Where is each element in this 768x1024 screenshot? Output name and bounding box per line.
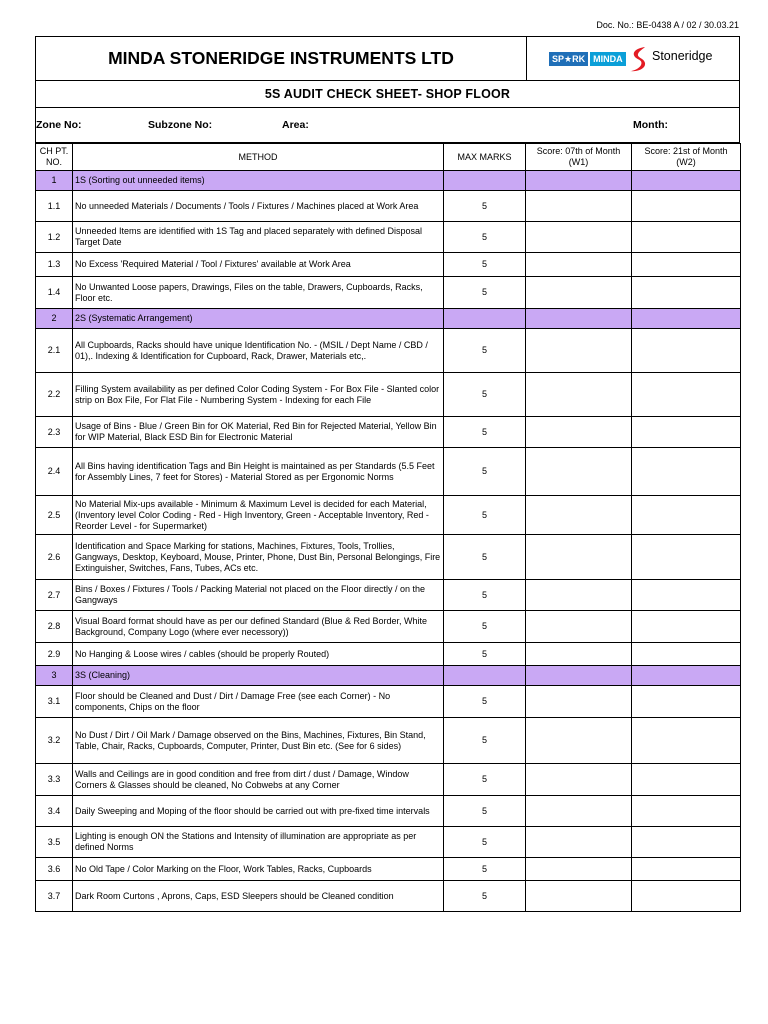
stoneridge-logo-text: Stoneridge (652, 49, 713, 63)
max-marks-cell: 5 (444, 277, 526, 309)
checklist-table (35, 143, 741, 912)
score-w1-cell[interactable] (526, 496, 632, 535)
score-w2-cell (632, 309, 741, 329)
score-w1-cell[interactable] (526, 827, 632, 858)
score-w2-cell[interactable] (632, 496, 741, 535)
score-w2-cell (632, 171, 741, 191)
score-w1-cell[interactable] (526, 611, 632, 643)
method-text: No Material Mix-ups available - Minimum & Maximum Level is decided for each Material, (Inventory level Color Coding - Red - High Inventory, Green - Acceptable Inventory, Red - Reorder Level - for Supermarket) (73, 496, 444, 535)
spark-logo-text: SP★RK (549, 52, 588, 66)
score-w2-cell[interactable] (632, 277, 741, 309)
method-text: All Cupboards, Racks should have unique Identification No. - (MSIL / Dept Name / CBD / 01),. Indexing & Identification for Cupboard, Rack, Drawer, Materials etc,. (73, 329, 444, 373)
checklist-row (36, 329, 741, 373)
score-w1-header: Score: 07th of Month (W1) (526, 144, 632, 171)
score-w1-cell[interactable] (526, 881, 632, 912)
method-text: No Hanging & Loose wires / cables (should be properly Routed) (73, 643, 444, 666)
checkpoint-number: 2.5 (36, 496, 73, 535)
max-marks-cell: 5 (444, 796, 526, 827)
score-w1-cell[interactable] (526, 718, 632, 764)
checkpoint-number: 3.7 (36, 881, 73, 912)
max-marks-cell: 5 (444, 686, 526, 718)
checklist-row (36, 796, 741, 827)
checkpoint-number: 2.3 (36, 417, 73, 448)
score-w1-cell[interactable] (526, 222, 632, 253)
checklist-row (36, 191, 741, 222)
checkpoint-number: 1.4 (36, 277, 73, 309)
score-w1-cell[interactable] (526, 417, 632, 448)
minda-logo-text: MINDA (590, 52, 626, 66)
checkpoint-number: 2.8 (36, 611, 73, 643)
checkpoint-number: 1.2 (36, 222, 73, 253)
max-marks-cell: 5 (444, 496, 526, 535)
max-marks-cell: 5 (444, 373, 526, 417)
zone-info-row (35, 108, 740, 143)
section-title: 2S (Systematic Arrangement) (73, 309, 444, 329)
score-w2-cell (632, 666, 741, 686)
section-number: 2 (36, 309, 73, 329)
max-marks-cell: 5 (444, 643, 526, 666)
checkpoint-number: 1.3 (36, 253, 73, 277)
max-marks-cell: 5 (444, 448, 526, 496)
document-number: Doc. No.: BE-0438 A / 02 / 30.03.21 (596, 20, 739, 30)
max-marks-cell: 5 (444, 191, 526, 222)
score-w2-cell[interactable] (632, 448, 741, 496)
checkpoint-number: 3.3 (36, 764, 73, 796)
method-text: No Old Tape / Color Marking on the Floor, Work Tables, Racks, Cupboards (73, 858, 444, 881)
sheet-header (35, 36, 740, 81)
method-text: Dark Room Curtons , Aprons, Caps, ESD Sleepers should be Cleaned condition (73, 881, 444, 912)
score-w1-cell[interactable] (526, 373, 632, 417)
method-text: Usage of Bins - Blue / Green Bin for OK Material, Red Bin for Rejected Material, Yellow Bin for WIP Material, Black ESD Bin for Electronic Material (73, 417, 444, 448)
max-marks-cell: 5 (444, 611, 526, 643)
method-text: Walls and Ceilings are in good condition and free from dirt / dust / Damage, Window Corners & Glasses should be cleaned, No Cobwebs at any Corner (73, 764, 444, 796)
method-text: Floor should be Cleaned and Dust / Dirt / Damage Free (see each Corner) - No components, Chips on the floor (73, 686, 444, 718)
score-w2-cell[interactable] (632, 827, 741, 858)
score-w1-cell (526, 309, 632, 329)
checklist-row (36, 580, 741, 611)
method-text: No Excess 'Required Material / Tool / Fixtures' available at Work Area (73, 253, 444, 277)
checklist-row (36, 535, 741, 580)
score-w2-cell[interactable] (632, 417, 741, 448)
max-marks-cell (444, 171, 526, 191)
checkpoint-number: 3.4 (36, 796, 73, 827)
method-text: Unneeded Items are identified with 1S Tag and placed separately with defined Disposal Target Date (73, 222, 444, 253)
checkpoint-number: 2.6 (36, 535, 73, 580)
zone-no-label: Zone No: (36, 119, 82, 131)
checkpoint-number: 1.1 (36, 191, 73, 222)
score-w1-cell[interactable] (526, 448, 632, 496)
score-w2-cell[interactable] (632, 253, 741, 277)
score-w2-header: Score: 21st of Month (W2) (632, 144, 741, 171)
checklist-row (36, 253, 741, 277)
max-marks-cell: 5 (444, 222, 526, 253)
checklist-row (36, 686, 741, 718)
method-text: No Unwanted Loose papers, Drawings, Files on the table, Drawers, Cupboards, Racks, Floor etc. (73, 277, 444, 309)
method-text: Bins / Boxes / Fixtures / Tools / Packing Material not placed on the Floor directly / on the Gangways (73, 580, 444, 611)
max-marks-cell: 5 (444, 329, 526, 373)
method-text: No unneeded Materials / Documents / Tools / Fixtures / Machines placed at Work Area (73, 191, 444, 222)
method-text: No Dust / Dirt / Oil Mark / Damage observed on the Bins, Machines, Fixtures, Bin Stand, Table, Chair, Racks, Cupboards, Computer, Printer, Dust Bin etc. (See for 6 sides) (73, 718, 444, 764)
stoneridge-swoosh-icon (628, 45, 650, 73)
score-w2-cell[interactable] (632, 611, 741, 643)
max-marks-cell: 5 (444, 535, 526, 580)
score-w2-cell[interactable] (632, 858, 741, 881)
section-row (36, 666, 741, 686)
table-header-row (36, 144, 741, 171)
checkpoint-number: 3.1 (36, 686, 73, 718)
method-text: Visual Board format should have as per our defined Standard (Blue & Red Border, White Background, Company Logo (where ever necessory)) (73, 611, 444, 643)
company-logo (527, 37, 739, 80)
score-w2-cell[interactable] (632, 881, 741, 912)
method-header: METHOD (73, 144, 444, 171)
section-number: 3 (36, 666, 73, 686)
score-w1-cell[interactable] (526, 535, 632, 580)
audit-sheet (35, 36, 740, 912)
max-marks-header: MAX MARKS (444, 144, 526, 171)
checkpoint-number: 3.6 (36, 858, 73, 881)
score-w1-cell[interactable] (526, 643, 632, 666)
max-marks-cell: 5 (444, 718, 526, 764)
score-w2-cell[interactable] (632, 222, 741, 253)
score-w2-cell[interactable] (632, 764, 741, 796)
max-marks-cell (444, 666, 526, 686)
checkpoint-number: 2.1 (36, 329, 73, 373)
section-row (36, 171, 741, 191)
max-marks-cell (444, 309, 526, 329)
checklist-row (36, 718, 741, 764)
checkpoint-number: 3.2 (36, 718, 73, 764)
max-marks-cell: 5 (444, 417, 526, 448)
checklist-row (36, 881, 741, 912)
method-text: Identification and Space Marking for stations, Machines, Fixtures, Tools, Trollies, Gangways, Desktop, Keyboard, Mouse, Printer, Phone, Dust Bin, Personal Belongings, Fire Extinguisher, Switches, Fans, Tubes, ACs etc. (73, 535, 444, 580)
spark-minda-logo (549, 52, 626, 66)
checkpoint-number: 2.9 (36, 643, 73, 666)
checklist-row (36, 643, 741, 666)
max-marks-cell: 5 (444, 858, 526, 881)
max-marks-cell: 5 (444, 580, 526, 611)
method-text: Daily Sweeping and Moping of the floor should be carried out with pre-fixed time intervals (73, 796, 444, 827)
score-w1-cell[interactable] (526, 277, 632, 309)
area-label: Area: (282, 119, 309, 131)
max-marks-cell: 5 (444, 253, 526, 277)
checkpoint-number: 2.7 (36, 580, 73, 611)
method-text: Lighting is enough ON the Stations and Intensity of illumination are appropriate as per defined Norms (73, 827, 444, 858)
score-w2-cell[interactable] (632, 580, 741, 611)
section-title: 3S (Cleaning) (73, 666, 444, 686)
checkpoint-number: 3.5 (36, 827, 73, 858)
score-w1-cell[interactable] (526, 858, 632, 881)
score-w1-cell[interactable] (526, 686, 632, 718)
checklist-row (36, 448, 741, 496)
sheet-title: 5S AUDIT CHECK SHEET- SHOP FLOOR (35, 81, 740, 108)
method-text: Filling System availability as per defined Color Coding System - For Box File - Slanted color strip on Box File, For Flat File - Numbering System - Indexing for each File (73, 373, 444, 417)
score-w2-cell[interactable] (632, 191, 741, 222)
score-w2-cell[interactable] (632, 796, 741, 827)
score-w1-cell[interactable] (526, 796, 632, 827)
score-w2-cell[interactable] (632, 643, 741, 666)
checklist-row (36, 496, 741, 535)
subzone-no-label: Subzone No: (148, 119, 213, 131)
month-label: Month: (633, 119, 668, 131)
checklist-row (36, 222, 741, 253)
checklist-body (36, 171, 741, 912)
score-w1-cell[interactable] (526, 253, 632, 277)
score-w2-cell[interactable] (632, 718, 741, 764)
section-number: 1 (36, 171, 73, 191)
score-w1-cell (526, 171, 632, 191)
section-title: 1S (Sorting out unneeded items) (73, 171, 444, 191)
max-marks-cell: 5 (444, 827, 526, 858)
method-text: All Bins having identification Tags and Bin Height is maintained as per Standards (5.5 Feet for Assembly Lines, 7 feet for Stores) - Material Stored as per Ergonomic Norms (73, 448, 444, 496)
max-marks-cell: 5 (444, 764, 526, 796)
chpt-no-header: CH PT. NO. (36, 144, 73, 171)
checkpoint-number: 2.2 (36, 373, 73, 417)
score-w1-cell[interactable] (526, 191, 632, 222)
checklist-row (36, 373, 741, 417)
checklist-row (36, 417, 741, 448)
checkpoint-number: 2.4 (36, 448, 73, 496)
company-name: MINDA STONERIDGE INSTRUMENTS LTD (36, 37, 527, 80)
checklist-row (36, 764, 741, 796)
max-marks-cell: 5 (444, 881, 526, 912)
score-w1-cell (526, 666, 632, 686)
checklist-row (36, 858, 741, 881)
score-w2-cell[interactable] (632, 329, 741, 373)
section-row (36, 309, 741, 329)
score-w1-cell[interactable] (526, 580, 632, 611)
score-w2-cell[interactable] (632, 373, 741, 417)
score-w1-cell[interactable] (526, 329, 632, 373)
score-w2-cell[interactable] (632, 535, 741, 580)
checklist-row (36, 277, 741, 309)
checklist-row (36, 827, 741, 858)
score-w2-cell[interactable] (632, 686, 741, 718)
checklist-row (36, 611, 741, 643)
score-w1-cell[interactable] (526, 764, 632, 796)
